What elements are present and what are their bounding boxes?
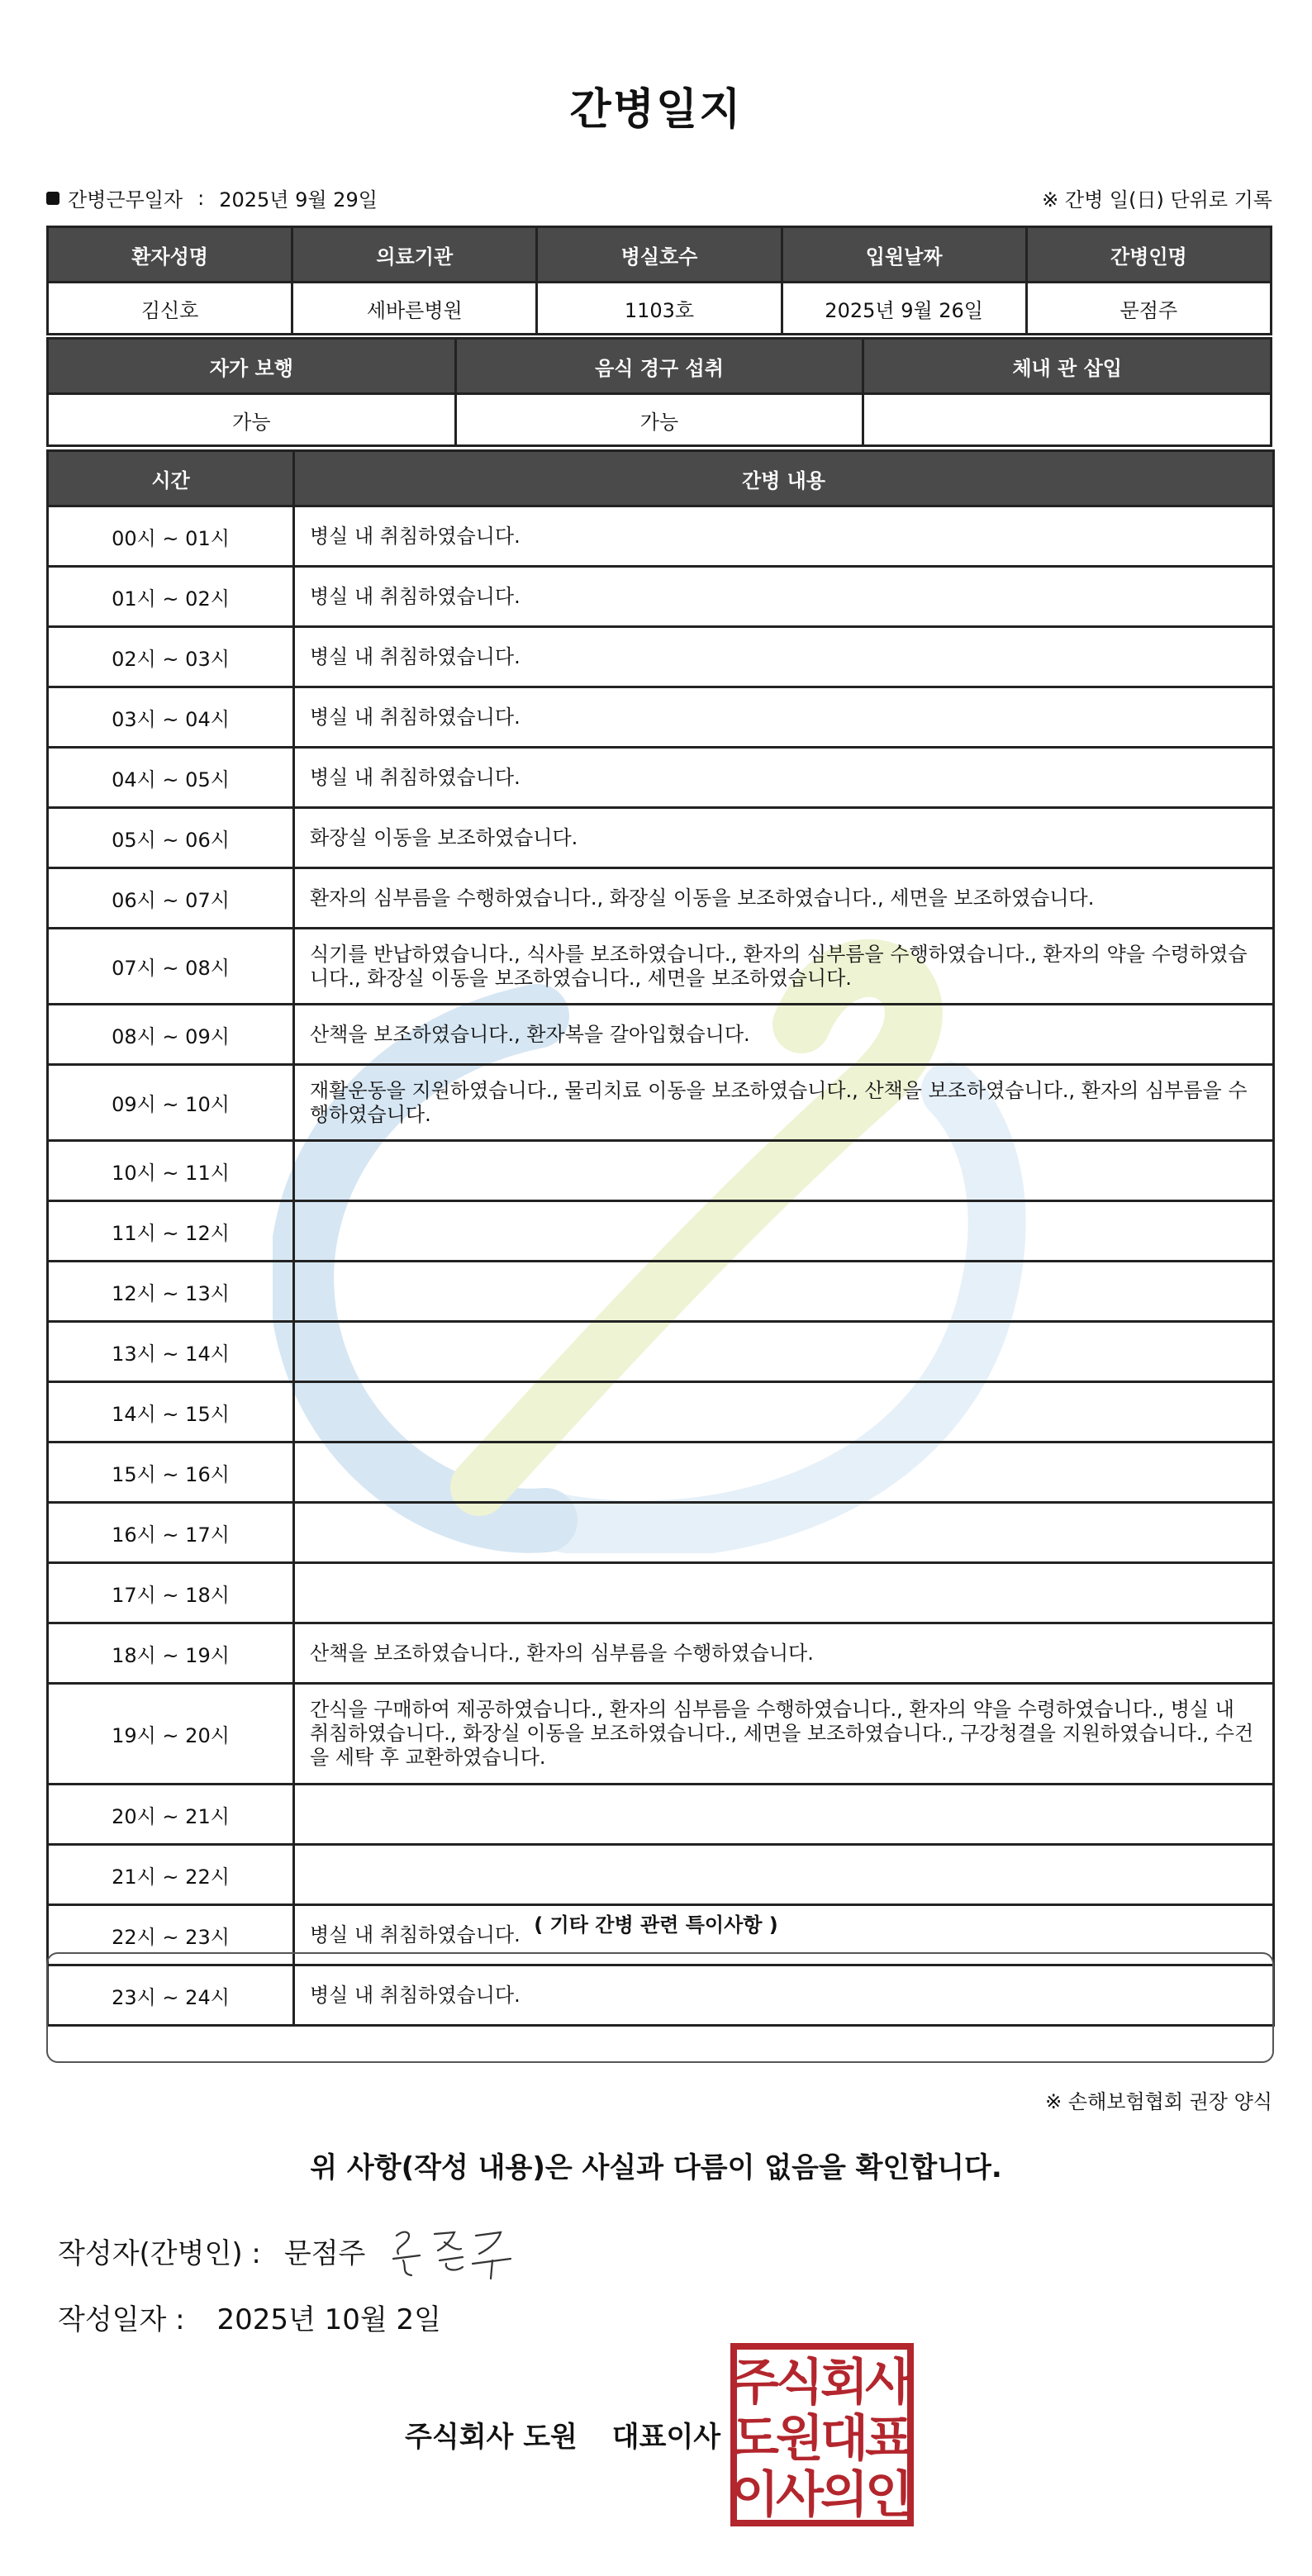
time-slot: 01시 ~ 02시 <box>48 567 294 627</box>
patient-info-value-row <box>48 283 1272 335</box>
time-slot: 08시 ~ 09시 <box>48 1005 294 1065</box>
duty-date-line <box>46 183 378 212</box>
care-log-row <box>48 1684 1274 1785</box>
confirmation-statement: 위 사항(작성 내용)은 사실과 다름이 없음을 확인합니다. <box>310 2151 1002 2184</box>
care-content <box>294 1262 1274 1322</box>
care-log-row <box>48 748 1274 808</box>
care-log-row <box>48 1845 1274 1905</box>
seal-character: 표 <box>865 2410 913 2468</box>
care-content: 병실 내 취침하였습니다. <box>294 567 1274 627</box>
care-content <box>294 1201 1274 1262</box>
seal-character: 의 <box>820 2466 868 2524</box>
self-walking-value: 가능 <box>48 394 456 446</box>
room-number-value: 1103호 <box>537 283 782 335</box>
care-log-row <box>48 1005 1274 1065</box>
time-slot: 23시 ~ 24시 <box>48 1965 294 2026</box>
oral-intake-header: 음식 경구 섭취 <box>455 339 863 394</box>
time-slot: 21시 ~ 22시 <box>48 1845 294 1905</box>
care-content <box>294 1785 1274 1845</box>
time-slot: 14시 ~ 15시 <box>48 1382 294 1442</box>
care-log-row <box>48 567 1274 627</box>
patient-info-table <box>46 226 1272 335</box>
care-content <box>294 1563 1274 1623</box>
room-number-header: 병실호수 <box>537 227 782 283</box>
time-column-header: 시간 <box>48 451 294 506</box>
care-log-row <box>48 506 1274 567</box>
care-log-row <box>48 1322 1274 1382</box>
patient-name-header: 환자성명 <box>48 227 292 283</box>
day-unit-note: ※ 간병 일(日) 단위로 기록 <box>1042 188 1272 211</box>
time-slot: 03시 ~ 04시 <box>48 687 294 748</box>
hospital-value: 세바른병원 <box>292 283 537 335</box>
association-note: ※ 손해보험협회 권장 양식 <box>1045 2090 1272 2113</box>
seal-character: 식 <box>776 2354 824 2412</box>
care-content: 병실 내 취침하였습니다. <box>294 627 1274 687</box>
care-log-body <box>48 506 1274 2026</box>
care-content: 병실 내 취침하였습니다. <box>294 1965 1274 2026</box>
care-content <box>294 1845 1274 1905</box>
company-line <box>405 2414 720 2455</box>
time-slot: 02시 ~ 03시 <box>48 627 294 687</box>
care-content: 병실 내 취침하였습니다. <box>294 687 1274 748</box>
oral-intake-value: 가능 <box>455 394 863 446</box>
care-content: 병실 내 취침하였습니다. <box>294 506 1274 567</box>
care-log-header-row <box>48 451 1274 506</box>
care-log-row <box>48 808 1274 868</box>
time-slot: 09시 ~ 10시 <box>48 1065 294 1141</box>
writer-label: 작성자(간병인) : <box>58 2237 261 2270</box>
care-log-row <box>48 1563 1274 1623</box>
care-log-row <box>48 1623 1274 1684</box>
care-content: 산책을 보조하였습니다., 환자의 심부름을 수행하였습니다. <box>294 1623 1274 1684</box>
written-date-line <box>58 2297 441 2337</box>
time-slot: 10시 ~ 11시 <box>48 1141 294 1201</box>
remarks-title: ( 기타 간병 관련 특이사항 ) <box>534 1913 778 1937</box>
seal-character: 이 <box>731 2466 779 2524</box>
company-seal <box>729 2341 915 2528</box>
seal-character: 도 <box>731 2410 779 2468</box>
care-content: 병실 내 취침하였습니다. <box>294 748 1274 808</box>
care-log-row <box>48 1503 1274 1563</box>
care-log-row <box>48 1785 1274 1845</box>
seal-character: 사 <box>865 2354 913 2412</box>
content-column-header: 간병 내용 <box>294 451 1274 506</box>
patient-condition-value-row <box>48 394 1272 446</box>
written-date-value: 2025년 10월 2일 <box>216 2303 442 2336</box>
time-slot: 22시 ~ 23시 <box>48 1905 294 1965</box>
time-slot: 04시 ~ 05시 <box>48 748 294 808</box>
care-log-row <box>48 1262 1274 1322</box>
company-name: 주식회사 도원 <box>405 2421 578 2454</box>
time-slot: 20시 ~ 21시 <box>48 1785 294 1845</box>
admission-date-header: 입원날짜 <box>782 227 1026 283</box>
care-content: 간식을 구매하여 제공하였습니다., 환자의 심부름을 수행하였습니다., 환자의 약을 수령하였습니다., 병실 내 취침하였습니다., 화장실 이동을 보조하였습니다., 세면을 보조하였습니다., 구강청결을 지원하였습니다., 수건을 세탁 후 교환하였습니다. <box>294 1684 1274 1785</box>
writer-name: 문점주 <box>283 2237 366 2270</box>
time-slot: 05시 ~ 06시 <box>48 808 294 868</box>
tube-insertion-header: 체내 관 삽입 <box>863 339 1272 394</box>
written-date-label: 작성일자 : <box>58 2303 185 2336</box>
care-content: 식기를 반납하였습니다., 식사를 보조하였습니다., 환자의 심부름을 수행하였습니다., 환자의 약을 수령하였습니다., 화장실 이동을 보조하였습니다., 세면을 보조하였습니다. <box>294 929 1274 1005</box>
care-content: 산책을 보조하였습니다., 환자복을 갈아입혔습니다. <box>294 1005 1274 1065</box>
time-slot: 06시 ~ 07시 <box>48 868 294 929</box>
caregiver-name-value: 문점주 <box>1026 283 1271 335</box>
time-slot: 13시 ~ 14시 <box>48 1322 294 1382</box>
writer-line <box>58 2231 365 2271</box>
seal-character: 회 <box>820 2354 868 2412</box>
care-content: 환자의 심부름을 수행하였습니다., 화장실 이동을 보조하였습니다., 세면을 보조하였습니다. <box>294 868 1274 929</box>
representative-title: 대표이사 <box>611 2421 721 2454</box>
duty-date-value: 2025년 9월 29일 <box>219 188 378 211</box>
patient-info-header-row <box>48 227 1272 283</box>
time-slot: 00시 ~ 01시 <box>48 506 294 567</box>
care-log-row <box>48 929 1274 1005</box>
care-content: 화장실 이동을 보조하였습니다. <box>294 808 1274 868</box>
seal-character: 대 <box>820 2410 868 2468</box>
time-slot: 17시 ~ 18시 <box>48 1563 294 1623</box>
time-slot: 11시 ~ 12시 <box>48 1201 294 1262</box>
duty-date-label: 간병근무일자 <box>68 188 183 211</box>
duty-date-separator: : <box>197 186 205 210</box>
care-content <box>294 1322 1274 1382</box>
care-content <box>294 1503 1274 1563</box>
care-content: 재활운동을 지원하였습니다., 물리치료 이동을 보조하였습니다., 산책을 보조하였습니다., 환자의 심부름을 수행하였습니다. <box>294 1065 1274 1141</box>
handwritten-signature <box>387 2217 527 2284</box>
bullet-square-icon <box>46 192 59 205</box>
care-content: 병실 내 취침하였습니다. <box>294 1905 1274 1965</box>
care-content <box>294 1141 1274 1201</box>
care-log-table <box>46 449 1275 2027</box>
document-title: 간병일지 <box>569 85 743 135</box>
patient-name-value: 김신호 <box>48 283 292 335</box>
seal-character: 원 <box>776 2410 824 2468</box>
time-slot: 16시 ~ 17시 <box>48 1503 294 1563</box>
time-slot: 12시 ~ 13시 <box>48 1262 294 1322</box>
care-log-row <box>48 1141 1274 1201</box>
caregiver-name-header: 간병인명 <box>1026 227 1271 283</box>
tube-insertion-value <box>863 394 1272 446</box>
care-log-row <box>48 627 1274 687</box>
seal-character: 사 <box>776 2466 824 2524</box>
care-log-row <box>48 1065 1274 1141</box>
seal-character: 인 <box>865 2466 913 2524</box>
time-slot: 19시 ~ 20시 <box>48 1684 294 1785</box>
care-log-row <box>48 1201 1274 1262</box>
patient-condition-table <box>46 337 1272 447</box>
admission-date-value: 2025년 9월 26일 <box>782 283 1026 335</box>
care-log-row <box>48 868 1274 929</box>
care-log-row <box>48 1442 1274 1503</box>
time-slot: 07시 ~ 08시 <box>48 929 294 1005</box>
seal-character: 주 <box>731 2354 779 2412</box>
remarks-box <box>46 1952 1274 2063</box>
time-slot: 18시 ~ 19시 <box>48 1623 294 1684</box>
time-slot: 15시 ~ 16시 <box>48 1442 294 1503</box>
care-content <box>294 1442 1274 1503</box>
self-walking-header: 자가 보행 <box>48 339 456 394</box>
patient-condition-header-row <box>48 339 1272 394</box>
seal-characters <box>731 2354 914 2524</box>
care-content <box>294 1382 1274 1442</box>
care-log-row <box>48 687 1274 748</box>
hospital-header: 의료기관 <box>292 227 537 283</box>
care-log-row <box>48 1382 1274 1442</box>
